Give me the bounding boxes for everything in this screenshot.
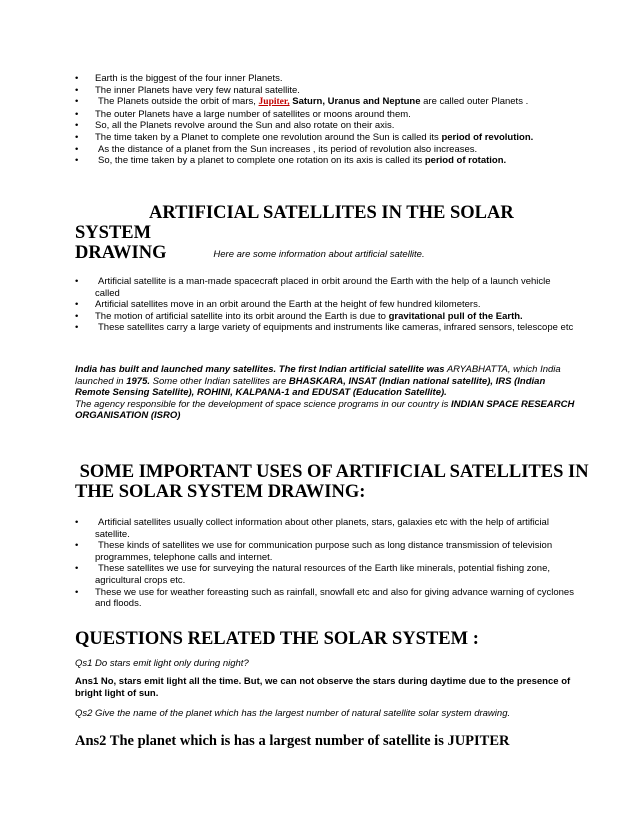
- section-heading-artificial-satellites: ARTIFICIAL SATELLITES IN THE SOLAR SYSTEM DRAWING: [75, 203, 514, 263]
- answer-2: Ans2 The planet which is has a largest number of satellite is JUPITER: [75, 733, 510, 749]
- list-item: • These kinds of satellites we use for communication purpose such as long distance transmission of television programmes, telephone calls and internet.: [75, 540, 553, 563]
- bullet-icon: •: [75, 586, 79, 598]
- list-item: • These we use for weather foreasting such as rainfall, snowfall etc and also for giving advance warning of cyclones and floods.: [75, 586, 574, 610]
- satellite-bullet-list: [75, 276, 575, 334]
- section-subtitle: Here are some information about artificial satellite.: [213, 249, 425, 260]
- list-item: • So, all the Planets revolve around the Sun and also rotate on their axis.: [75, 120, 395, 132]
- bullet-icon: •: [75, 120, 79, 132]
- list-item: • The outer Planets have a large number of satellites or moons around them.: [75, 108, 411, 120]
- list-item: • The Planets outside the orbit of mars, Jupiter, Saturn, Uranus and Neptune are called outer Planets .: [75, 96, 529, 108]
- bullet-icon: •: [75, 84, 79, 96]
- bullet-icon: •: [75, 310, 79, 322]
- bullet-icon: •: [75, 131, 79, 143]
- answer-1: Ans1 No, stars emit light all the time. But, we can not observe the stars during daytime due to the presence of bright light of sun.: [75, 676, 571, 699]
- list-item: • The time taken by a Planet to complete one revolution around the Sun is called its period of revolution.: [75, 131, 534, 143]
- section-heading-uses: SOME IMPORTANT USES OF ARTIFICIAL SATELLITES IN THE SOLAR SYSTEM DRAWING:: [75, 462, 589, 502]
- question-1: Qs1 Do stars emit light only during night?: [75, 658, 249, 669]
- list-item: • Earth is the biggest of the four inner Planets.: [75, 73, 283, 84]
- list-item: • Artificial satellites usually collect information about other planets, stars, galaxies etc with the help of artificial satellite.: [75, 517, 549, 540]
- uses-bullet-list: [75, 517, 575, 610]
- list-item: • These satellites carry a large variety of equipments and instruments like cameras, infrared sensors, telescope etc: [75, 322, 574, 334]
- list-item: • These satellites we use for surveying the natural resources of the Earth like minerals, potential fishing zone, agricultural crops etc.: [75, 563, 551, 586]
- bullet-icon: •: [75, 563, 79, 575]
- planets-bullet-list: [75, 73, 575, 167]
- bullet-icon: •: [75, 73, 79, 84]
- section-heading-questions: QUESTIONS RELATED THE SOLAR SYSTEM :: [75, 629, 479, 649]
- question-2: Qs2 Give the name of the planet which has the largest number of natural satellite solar system drawing.: [75, 708, 511, 719]
- list-item: • Artificial satellite is a man-made spacecraft placed in orbit around the Earth with the help of a launch vehicle called: [75, 276, 551, 299]
- bullet-icon: •: [75, 299, 79, 311]
- bullet-icon: •: [75, 96, 79, 108]
- india-satellites-paragraph: India has built and launched many satellites. The first Indian artificial satellite was ARYABHATTA, which India launched in 1975. Some other Indian satellites are BHASKARA, INSAT (Indian national satellite), IRS (Indian Remote Sensing Satellite), ROHINI, KALPANA-1 and EDUSAT (Education Satellite). The agency responsible for the development of space science programs in our country is INDIAN SPACE RESEARCH ORGANISATION (ISRO): [75, 364, 575, 422]
- bullet-icon: •: [75, 517, 79, 528]
- bullet-icon: •: [75, 108, 79, 120]
- list-item: • The motion of artificial satellite into its orbit around the Earth is due to gravitational pull of the Earth.: [75, 310, 523, 322]
- bullet-icon: •: [75, 155, 79, 167]
- bullet-icon: •: [75, 322, 79, 334]
- bullet-icon: •: [75, 540, 79, 552]
- list-item: • Artificial satellites move in an orbit around the Earth at the height of few hundred kilometers.: [75, 299, 481, 311]
- list-item: • The inner Planets have very few natural satellite.: [75, 84, 300, 96]
- bullet-icon: •: [75, 276, 79, 287]
- jupiter-link[interactable]: Jupiter,: [258, 97, 290, 108]
- list-item: • So, the time taken by a planet to complete one rotation on its axis is called its period of rotation.: [75, 155, 507, 167]
- list-item: • As the distance of a planet from the Sun increases , its period of revolution also increases.: [75, 143, 478, 155]
- bullet-icon: •: [75, 143, 79, 155]
